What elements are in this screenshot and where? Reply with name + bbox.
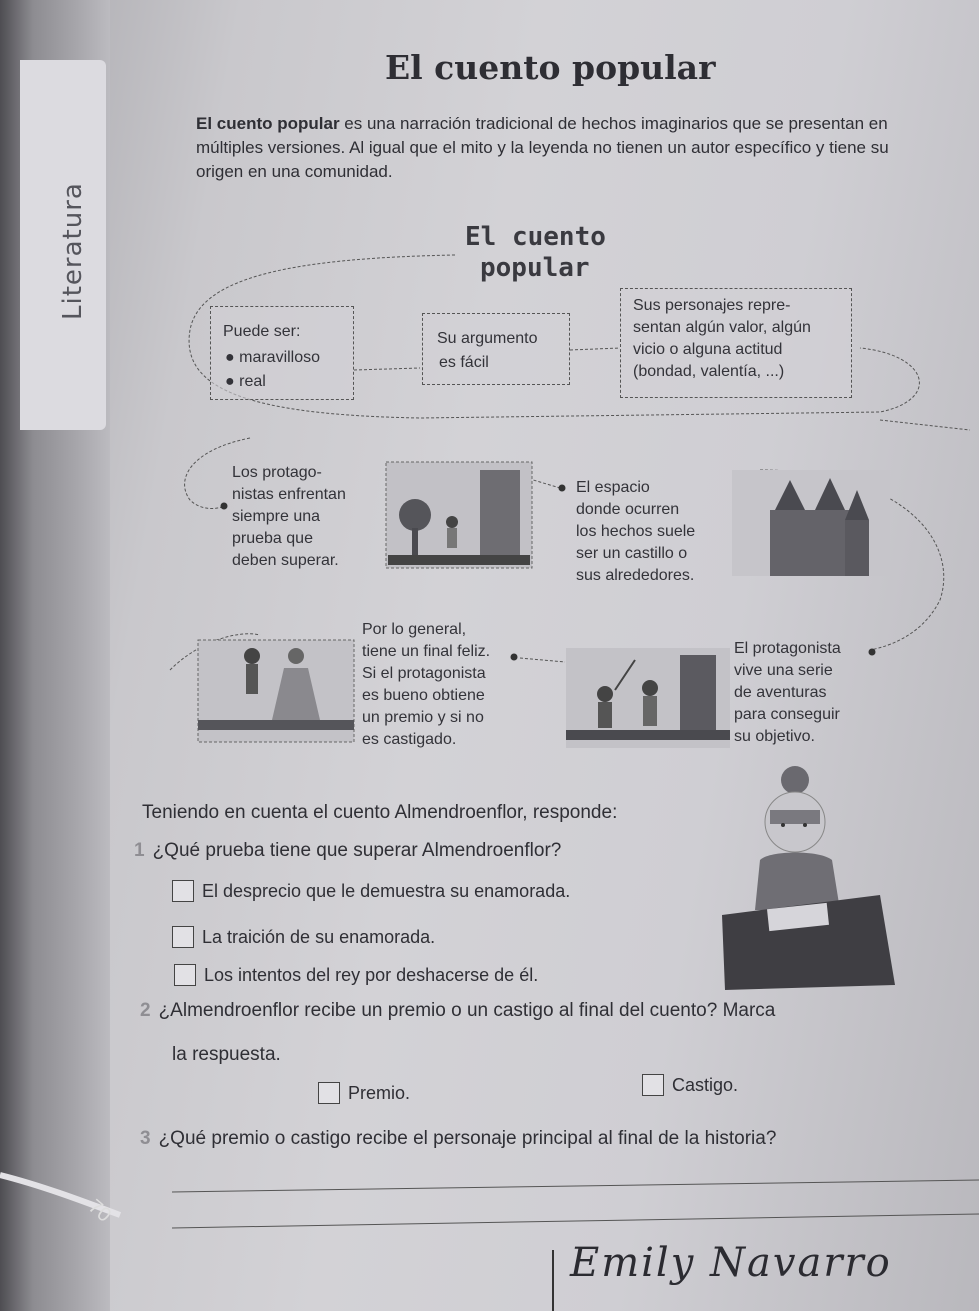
text-protagonistas (232, 462, 346, 572)
option-row[interactable] (174, 964, 538, 986)
text-line: de aventuras (734, 684, 827, 701)
text-line: Si el protagonista (362, 665, 486, 682)
text-line: El protagonista (734, 640, 841, 657)
box-line: sentan algún valor, algún (633, 319, 811, 336)
text-line: su objetivo. (734, 728, 815, 745)
box-argumento (422, 313, 570, 385)
illustration-heroes-tree (386, 462, 532, 568)
box-personajes (620, 288, 852, 398)
text-line: siempre una (232, 508, 321, 525)
option-checkbox[interactable] (642, 1074, 664, 1096)
bullet-item: ● real (225, 373, 266, 390)
intro-bold: El cuento popular (196, 114, 340, 133)
question-2-continued: la respuesta. (172, 1044, 281, 1065)
text-line: nistas enfrentan (232, 486, 346, 503)
text-line: los hechos suele (576, 523, 696, 540)
question-number: 2 (140, 1000, 151, 1021)
map-heading-line2: popular (480, 253, 590, 283)
option-label: Premio. (348, 1082, 411, 1103)
option-row[interactable] (318, 1082, 410, 1104)
question-text: ¿Qué prueba tiene que superar Almendroenflor? (152, 840, 562, 861)
bullet-item: ● maravilloso (225, 349, 321, 366)
box-puede-ser (210, 306, 354, 400)
question-3 (140, 1128, 776, 1150)
option-label: Castigo. (672, 1074, 739, 1095)
text-line: es castigado. (362, 731, 457, 748)
question-number: 1 (134, 840, 145, 861)
option-label: El desprecio que le demuestra su enamorada. (202, 880, 571, 901)
text-espacio (576, 477, 695, 587)
text-final (362, 619, 490, 751)
intro-paragraph (196, 112, 896, 184)
illustration-castle (732, 470, 890, 576)
page-title: El cuento popular (385, 48, 716, 87)
text-line: tiene un final feliz. (362, 643, 491, 660)
box-line: Sus personajes repre- (633, 297, 791, 314)
illustration-duel (566, 648, 730, 748)
option-label: La traición de su enamorada. (202, 926, 436, 947)
question-text: ¿Qué premio o castigo recibe el personaje principal al final de la historia? (158, 1128, 777, 1149)
question-1 (134, 840, 561, 862)
text-line: Por lo general, (362, 621, 467, 638)
text-line: deben superar. (232, 552, 339, 569)
text-line: sus alrededores. (576, 567, 695, 584)
text-line: ser un castillo o (576, 545, 688, 562)
question-number: 3 (140, 1128, 151, 1149)
exercise-intro: Teniendo en cuenta el cuento Almendroenflor, responde: (142, 802, 618, 823)
text-line: vive una serie (734, 662, 833, 679)
text-line: Los protago- (232, 464, 322, 481)
text-line: es bueno obtiene (362, 687, 485, 704)
text-line: para conseguir (734, 706, 840, 723)
question-text: ¿Almendroenflor recibe un premio o un castigo al final del cuento? Marca (158, 1000, 776, 1021)
option-checkbox[interactable] (174, 964, 196, 986)
option-checkbox[interactable] (172, 880, 194, 902)
text-line: El espacio (576, 479, 650, 496)
handwritten-signature: Emily Navarro (570, 1240, 892, 1286)
illustration-girl-reading (722, 766, 895, 990)
question-2 (140, 1000, 775, 1022)
box-line: vicio o alguna actitud (633, 341, 783, 358)
text-line: prueba que (232, 530, 313, 547)
box-puede-title: Puede ser: (223, 323, 301, 340)
option-row[interactable] (642, 1074, 738, 1096)
box-line: Su argumento (437, 330, 538, 347)
box-line: (bondad, valentía, ...) (633, 363, 785, 380)
intro-text: es una narración tradicional de hechos imaginarios que se presentan en múltiples versiones. Al igual que el mito y la leyenda no tienen un autor específico y tiene su origen en una comunidad. (196, 114, 889, 181)
box-line: es fácil (439, 354, 489, 371)
bullet-text: real (239, 373, 266, 390)
text-line: donde ocurren (576, 501, 680, 518)
option-checkbox[interactable] (172, 926, 194, 948)
bullet-text: maravilloso (239, 349, 321, 366)
option-checkbox[interactable] (318, 1082, 340, 1104)
option-label: Los intentos del rey por deshacerse de él. (204, 964, 539, 985)
option-row[interactable] (172, 880, 570, 902)
page-number: 70 (83, 1195, 116, 1227)
text-line: un premio y si no (362, 709, 484, 726)
map-heading-line1: El cuento (465, 222, 606, 252)
section-label: Literatura (58, 182, 88, 320)
text-aventuras (734, 638, 841, 748)
option-row[interactable] (172, 926, 435, 948)
illustration-dancing-couple (198, 640, 354, 742)
